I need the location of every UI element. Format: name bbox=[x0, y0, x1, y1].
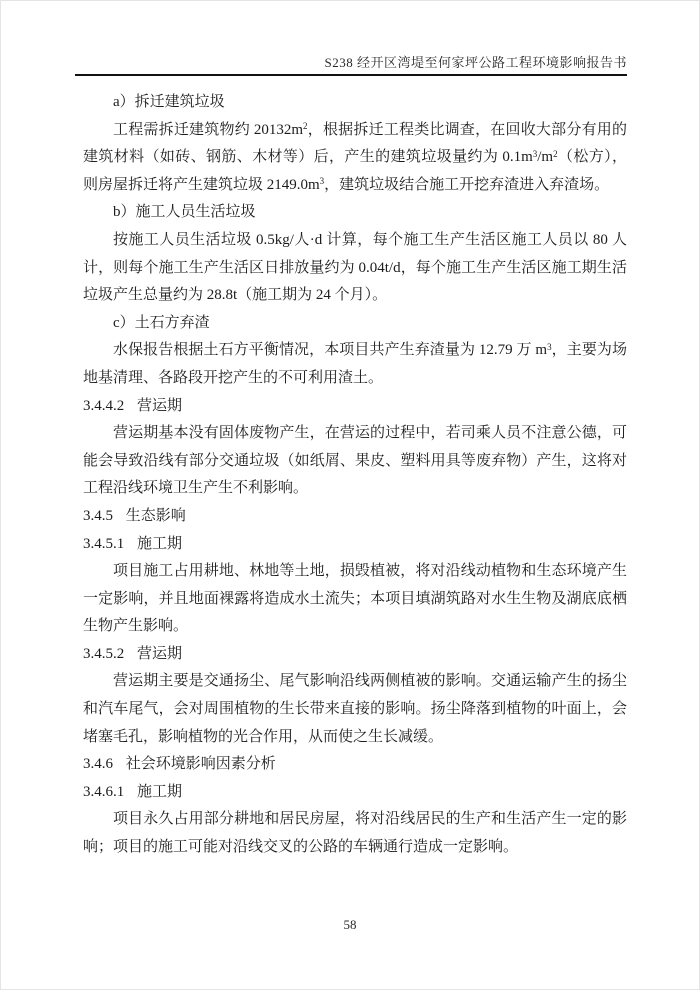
section-heading bbox=[83, 503, 627, 531]
section-title: 施工期 bbox=[137, 535, 183, 552]
header-title: S238 经开区湾堤至何家坪公路工程环境影响报告书 bbox=[324, 55, 627, 70]
paragraph: 营运期基本没有固体废物产生，在营运的过程中，若司乘人员不注意公德，可能会导致沿线有部分交通垃圾（如纸屑、果皮、塑料用具等废弃物）产生，这将对工程沿线环境卫生产生不利影响。 bbox=[83, 425, 627, 497]
document-content bbox=[83, 89, 627, 862]
page-footer bbox=[1, 917, 699, 933]
section-heading bbox=[83, 393, 627, 421]
section-number: 3.4.5 bbox=[83, 507, 113, 524]
section-title: 施工期 bbox=[137, 783, 183, 800]
section-heading bbox=[83, 531, 627, 559]
paragraph: 水保报告根据土石方平衡情况，本项目共产生弃渣量为 12.79 万 $m^3$，主要为场地基清理、各路段开挖产生的不可利用渣土。 bbox=[83, 341, 627, 386]
section-title: 生态影响 bbox=[125, 507, 186, 524]
page-header bbox=[75, 54, 627, 76]
page-number: 58 bbox=[343, 917, 357, 932]
section-title: 社会环境影响因素分析 bbox=[125, 756, 276, 773]
section-number: 3.4.5.2 bbox=[83, 645, 125, 662]
superscript: 3 bbox=[319, 176, 325, 187]
paragraph: 项目施工占用耕地、林地等土地，损毁植被，将对沿线动植物和生态环境产生一定影响，并且地面裸露将造成水土流失；本项目填湖筑路对水生生物及湖底底栖生物产生影响。 bbox=[83, 563, 627, 635]
section-number: 3.4.6.1 bbox=[83, 783, 125, 800]
section-heading bbox=[83, 779, 627, 807]
section-title: 营运期 bbox=[137, 645, 183, 662]
superscript: 3 bbox=[532, 148, 538, 159]
section-heading bbox=[83, 641, 627, 669]
paragraph: 工程需拆迁建筑物约 $20132m^2$，根据拆迁工程类比调查，在回收大部分有用的建筑材料（如砖、钢筋、木材等）后，产生的建筑垃圾量约为 $0.1m^3/m^2$（松方），则房屋拆迁将产生建筑垃圾 $2149.0m^3$，建筑垃圾结合施工开挖弃渣进入弃渣场。 bbox=[83, 121, 627, 193]
section-number: 3.4.5.1 bbox=[83, 535, 125, 552]
section-heading bbox=[83, 751, 627, 779]
section-title: 营运期 bbox=[137, 397, 183, 414]
superscript: 3 bbox=[547, 341, 552, 352]
paragraph: 按施工人员生活垃圾 0.5kg/人·d 计算，每个施工生产生活区施工人员以 80 人计，则每个施工生产生活区日排放量约为 0.04t/d，每个施工生产生活区施工期生活垃圾产生总量约为 28.8t（施工期为 24 个月）。 bbox=[83, 231, 627, 304]
section-number: 3.4.4.2 bbox=[83, 397, 125, 414]
paragraph: 营运期主要是交通扬尘、尾气影响沿线两侧植被的影响。交通运输产生的扬尘和汽车尾气，会对周围植物的生长带来直接的影响。扬尘降落到植物的叶面上，会堵塞毛孔，影响植物的光合作用，从而使之生长减缓。 bbox=[83, 673, 627, 745]
superscript: 2 bbox=[303, 121, 308, 132]
superscript: 2 bbox=[553, 148, 558, 159]
item-heading: c）土石方弃渣 bbox=[113, 314, 210, 331]
section-number: 3.4.6 bbox=[83, 756, 113, 773]
item-heading: b）施工人员生活垃圾 bbox=[113, 204, 256, 221]
paragraph: 项目永久占用部分耕地和居民房屋，将对沿线居民的生产和生活产生一定的影响；项目的施工可能对沿线交叉的公路的车辆通行造成一定影响。 bbox=[83, 811, 627, 856]
item-heading: a）拆迁建筑垃圾 bbox=[113, 94, 225, 110]
